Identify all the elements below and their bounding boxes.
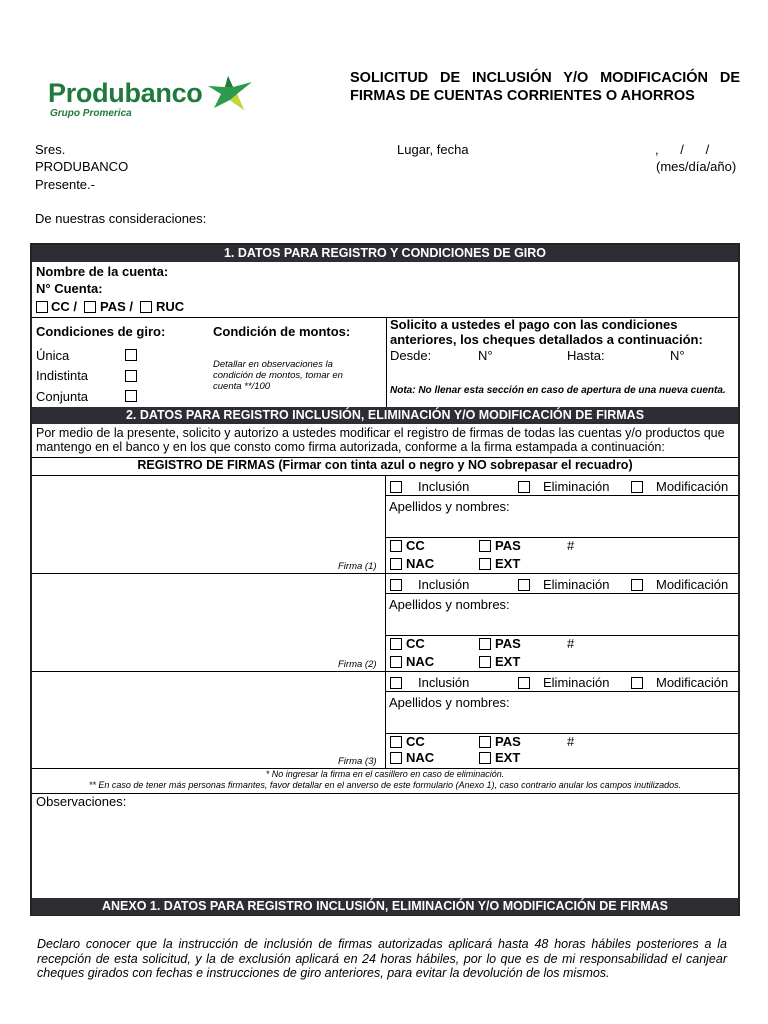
account-name-label: Nombre de la cuenta: bbox=[36, 264, 169, 279]
inclusion-label-1: Inclusión bbox=[418, 479, 470, 494]
pas-checkbox[interactable] bbox=[84, 301, 96, 313]
footnote-2: ** En caso de tener más personas firmantes, favor detallar en el anverso de este formulario (Anexo 1), caso contrario anular los campos inutilizados. bbox=[88, 780, 682, 790]
elimination-label-2: Eliminación bbox=[543, 577, 610, 592]
hasta-number-label: N° bbox=[670, 348, 685, 363]
footnote-1: * No ingresar la firma en el casillero en caso de eliminación. bbox=[265, 769, 505, 779]
observations-field[interactable] bbox=[32, 811, 738, 896]
form-title: SOLICITUD DE INCLUSIÓN Y/O MODIFICACIÓN DE FIRMAS DE CUENTAS CORRIENTES O AHORROS bbox=[350, 70, 740, 104]
ruc-label: RUC bbox=[156, 299, 185, 314]
modification-checkbox-1[interactable] bbox=[631, 481, 643, 493]
conditions-label: Condiciones de giro: bbox=[36, 324, 166, 339]
nac-label-3: NAC bbox=[406, 750, 435, 765]
cc-label-2: CC bbox=[406, 636, 425, 651]
address-line-3: Presente.- bbox=[35, 177, 95, 192]
address-line-1: Sres. bbox=[35, 142, 66, 157]
ext-checkbox-1[interactable] bbox=[479, 558, 491, 570]
desde-number-label: N° bbox=[478, 348, 493, 363]
elimination-label-1: Eliminación bbox=[543, 479, 610, 494]
address-line-2: PRODUBANCO bbox=[35, 159, 129, 174]
section-1-header: 1. DATOS PARA REGISTRO Y CONDICIONES DE GIRO bbox=[32, 245, 738, 262]
register-title: REGISTRO DE FIRMAS (Firmar con tinta azul o negro y NO sobrepasar el recuadro) bbox=[137, 458, 633, 472]
number-label-3: # bbox=[567, 734, 575, 749]
conjunta-checkbox[interactable] bbox=[125, 390, 137, 402]
inclusion-label-3: Inclusión bbox=[418, 675, 470, 690]
modification-label-1: Modificación bbox=[656, 479, 729, 494]
amounts-label: Condición de montos: bbox=[213, 324, 351, 339]
inclusion-label-2: Inclusión bbox=[418, 577, 470, 592]
greeting: De nuestras consideraciones: bbox=[35, 211, 207, 226]
star-logo-icon bbox=[206, 70, 256, 112]
request-text: Solicito a ustedes el pago con las condiciones anteriores, los cheques detallados a continuación: bbox=[390, 317, 703, 347]
elimination-label-3: Eliminación bbox=[543, 675, 610, 690]
desde-label: Desde: bbox=[390, 348, 432, 363]
amounts-note: Detallar en observaciones la condición de montos, tomar en cuenta **/100 bbox=[213, 359, 343, 392]
names-label-3: Apellidos y nombres: bbox=[389, 695, 510, 710]
inclusion-checkbox-3[interactable] bbox=[390, 677, 402, 689]
signature-block-1 bbox=[32, 475, 738, 573]
request-note: Nota: No llenar esta sección en caso de apertura de una nueva cuenta. bbox=[390, 385, 726, 396]
declaration-text: Declaro conocer que la instrucción de inclusión de firmas autorizadas aplicará hasta 48 horas hábiles posteriores a la recepción de esta solicitud, y la de exclusión aplicará en 24 horas hábiles, por lo que es de mi responsabilidad el canjear cheques girados con fechas e instrucciones de giro anteriores, para evitar la devolución de los mismos. bbox=[37, 937, 727, 980]
names-label-1: Apellidos y nombres: bbox=[389, 499, 510, 514]
nac-checkbox-1[interactable] bbox=[390, 558, 402, 570]
elimination-checkbox-2[interactable] bbox=[518, 579, 530, 591]
signature-label-3: Firma (3) bbox=[338, 756, 377, 767]
cc-checkbox-2[interactable] bbox=[390, 638, 402, 650]
place-date-label: Lugar, fecha bbox=[397, 142, 469, 157]
nac-label-1: NAC bbox=[406, 556, 435, 571]
cc-label-1: CC bbox=[406, 538, 425, 553]
modification-label-2: Modificación bbox=[656, 577, 729, 592]
modification-checkbox-3[interactable] bbox=[631, 677, 643, 689]
condition-unica: Única bbox=[36, 348, 70, 363]
ext-label-2: EXT bbox=[495, 654, 521, 669]
form-table bbox=[30, 243, 740, 916]
hasta-label: Hasta: bbox=[567, 348, 605, 363]
nac-label-2: NAC bbox=[406, 654, 435, 669]
logo-subtitle: Grupo Promerica bbox=[50, 108, 132, 119]
pas-label: PAS / bbox=[100, 299, 133, 314]
ext-checkbox-3[interactable] bbox=[479, 752, 491, 764]
indistinta-checkbox[interactable] bbox=[125, 370, 137, 382]
date-format-hint: (mes/día/año) bbox=[656, 159, 737, 174]
ext-label-3: EXT bbox=[495, 750, 521, 765]
cc-checkbox-3[interactable] bbox=[390, 736, 402, 748]
cc-checkbox-1[interactable] bbox=[390, 540, 402, 552]
account-number-label: N° Cuenta: bbox=[36, 281, 103, 296]
condition-indistinta: Indistinta bbox=[36, 368, 89, 383]
pas-checkbox-2[interactable] bbox=[479, 638, 491, 650]
inclusion-checkbox-2[interactable] bbox=[390, 579, 402, 591]
date-separators[interactable]: , / / bbox=[655, 142, 710, 157]
nac-checkbox-2[interactable] bbox=[390, 656, 402, 668]
section-2-intro: Por medio de la presente, solicito y autorizo a ustedes modificar el registro de firmas de todas las cuentas y/o productos que mantengo en el banco y en los que consto como firma autorizada, conforme a la firma estampada a continuación: bbox=[36, 426, 725, 454]
number-label-1: # bbox=[567, 538, 575, 553]
ruc-checkbox[interactable] bbox=[140, 301, 152, 313]
signature-label-1: Firma (1) bbox=[338, 561, 377, 572]
signature-label-2: Firma (2) bbox=[338, 659, 377, 670]
pas-checkbox-3[interactable] bbox=[479, 736, 491, 748]
elimination-checkbox-1[interactable] bbox=[518, 481, 530, 493]
ext-label-1: EXT bbox=[495, 556, 521, 571]
cc-label-3: CC bbox=[406, 734, 425, 749]
signature-box-3[interactable] bbox=[32, 671, 385, 768]
cc-label: CC / bbox=[51, 299, 77, 314]
condition-conjunta: Conjunta bbox=[36, 389, 89, 404]
annex-header: ANEXO 1. DATOS PARA REGISTRO INCLUSIÓN, ELIMINACIÓN Y/O MODIFICACIÓN DE FIRMAS bbox=[32, 898, 738, 915]
nac-checkbox-3[interactable] bbox=[390, 752, 402, 764]
signature-box-2[interactable] bbox=[32, 573, 385, 671]
observations-label: Observaciones: bbox=[36, 794, 127, 809]
pas-label-1: PAS bbox=[495, 538, 521, 553]
modification-checkbox-2[interactable] bbox=[631, 579, 643, 591]
section-2-header: 2. DATOS PARA REGISTRO INCLUSIÓN, ELIMINACIÓN Y/O MODIFICACIÓN DE FIRMAS bbox=[32, 407, 738, 424]
elimination-checkbox-3[interactable] bbox=[518, 677, 530, 689]
unica-checkbox[interactable] bbox=[125, 349, 137, 361]
signature-block-3 bbox=[32, 671, 738, 768]
number-label-2: # bbox=[567, 636, 575, 651]
signature-block-2 bbox=[32, 573, 738, 671]
ext-checkbox-2[interactable] bbox=[479, 656, 491, 668]
produbanco-logo-text: Produbanco bbox=[48, 78, 203, 108]
pas-checkbox-1[interactable] bbox=[479, 540, 491, 552]
names-label-2: Apellidos y nombres: bbox=[389, 597, 510, 612]
signature-box-1[interactable] bbox=[32, 475, 385, 573]
pas-label-2: PAS bbox=[495, 636, 521, 651]
modification-label-3: Modificación bbox=[656, 675, 729, 690]
cc-checkbox[interactable] bbox=[36, 301, 48, 313]
pas-label-3: PAS bbox=[495, 734, 521, 749]
inclusion-checkbox-1[interactable] bbox=[390, 481, 402, 493]
